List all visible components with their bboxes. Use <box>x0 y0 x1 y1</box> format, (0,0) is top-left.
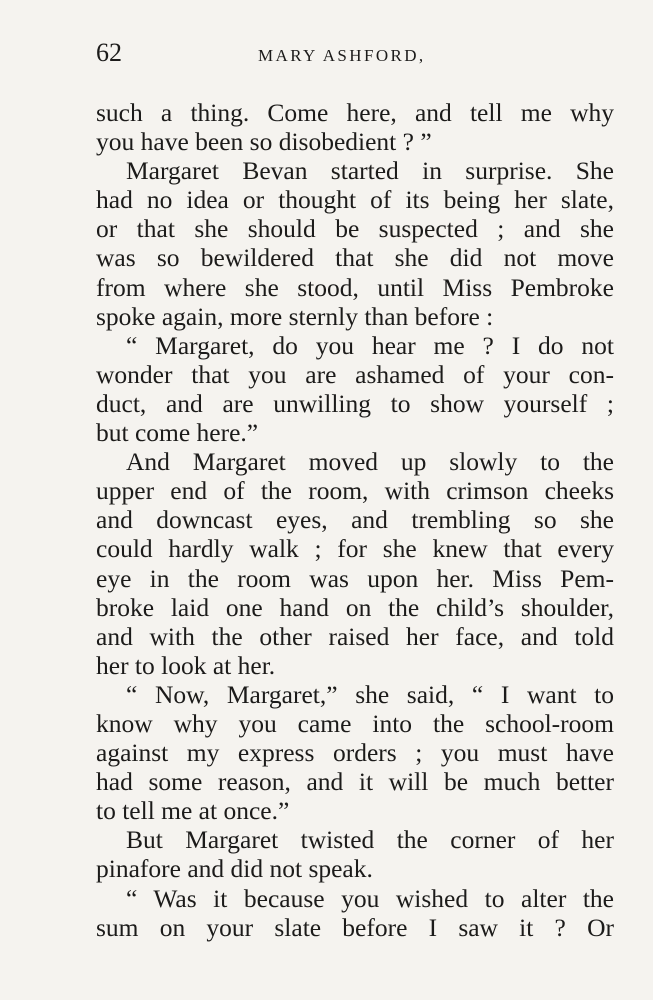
text-line: broke laid one hand on the child’s shoulder, <box>96 592 614 622</box>
running-title: MARY ASHFORD, <box>258 46 426 65</box>
text-line: was so bewildered that she did not move <box>96 243 614 273</box>
text-line: her to look at her. <box>96 650 276 680</box>
body-text <box>96 98 614 942</box>
text-line: but come here.” <box>96 418 259 448</box>
text-line: could hardly walk ; for she knew that every <box>96 534 614 564</box>
text-line: you have been so disobedient ? ” <box>96 127 432 157</box>
text-line: spoke again, more sternly than before : <box>96 301 494 331</box>
text-line: had no idea or thought of its being her slate, <box>96 185 614 215</box>
text-line: against my express orders ; you must have <box>96 738 614 768</box>
text-line: and downcast eyes, and trembling so she <box>96 505 614 535</box>
text-line: sum on your slate before I saw it ? Or <box>96 912 614 942</box>
text-line: “ Was it because you wished to alter the <box>126 883 614 913</box>
text-line: duct, and are unwilling to show yourself ; <box>96 388 614 418</box>
text-line: “ Margaret, do you hear me ? I do not <box>126 330 614 360</box>
text-line: or that she should be suspected ; and she <box>96 214 614 244</box>
text-line: eye in the room was upon her. Miss Pem- <box>96 563 614 593</box>
text-line: from where she stood, until Miss Pembroke <box>96 272 614 302</box>
text-line: Margaret Bevan started in surprise. She <box>126 156 614 186</box>
text-line: And Margaret moved up slowly to the <box>126 447 614 477</box>
text-line: But Margaret twisted the corner of her <box>126 825 614 855</box>
text-line: and with the other raised her face, and told <box>96 621 614 651</box>
text-line: wonder that you are ashamed of your con- <box>96 359 614 389</box>
page-number: 62 <box>96 38 122 67</box>
text-line: “ Now, Margaret,” she said, “ I want to <box>126 679 614 709</box>
text-line: know why you came into the school-room <box>96 708 614 738</box>
text-line: pinafore and did not speak. <box>96 854 373 884</box>
text-line: upper end of the room, with crimson cheeks <box>96 476 614 506</box>
text-line: such a thing. Come here, and tell me why <box>96 98 614 127</box>
text-line: to tell me at once.” <box>96 796 290 826</box>
text-line: had some reason, and it will be much better <box>96 767 614 797</box>
